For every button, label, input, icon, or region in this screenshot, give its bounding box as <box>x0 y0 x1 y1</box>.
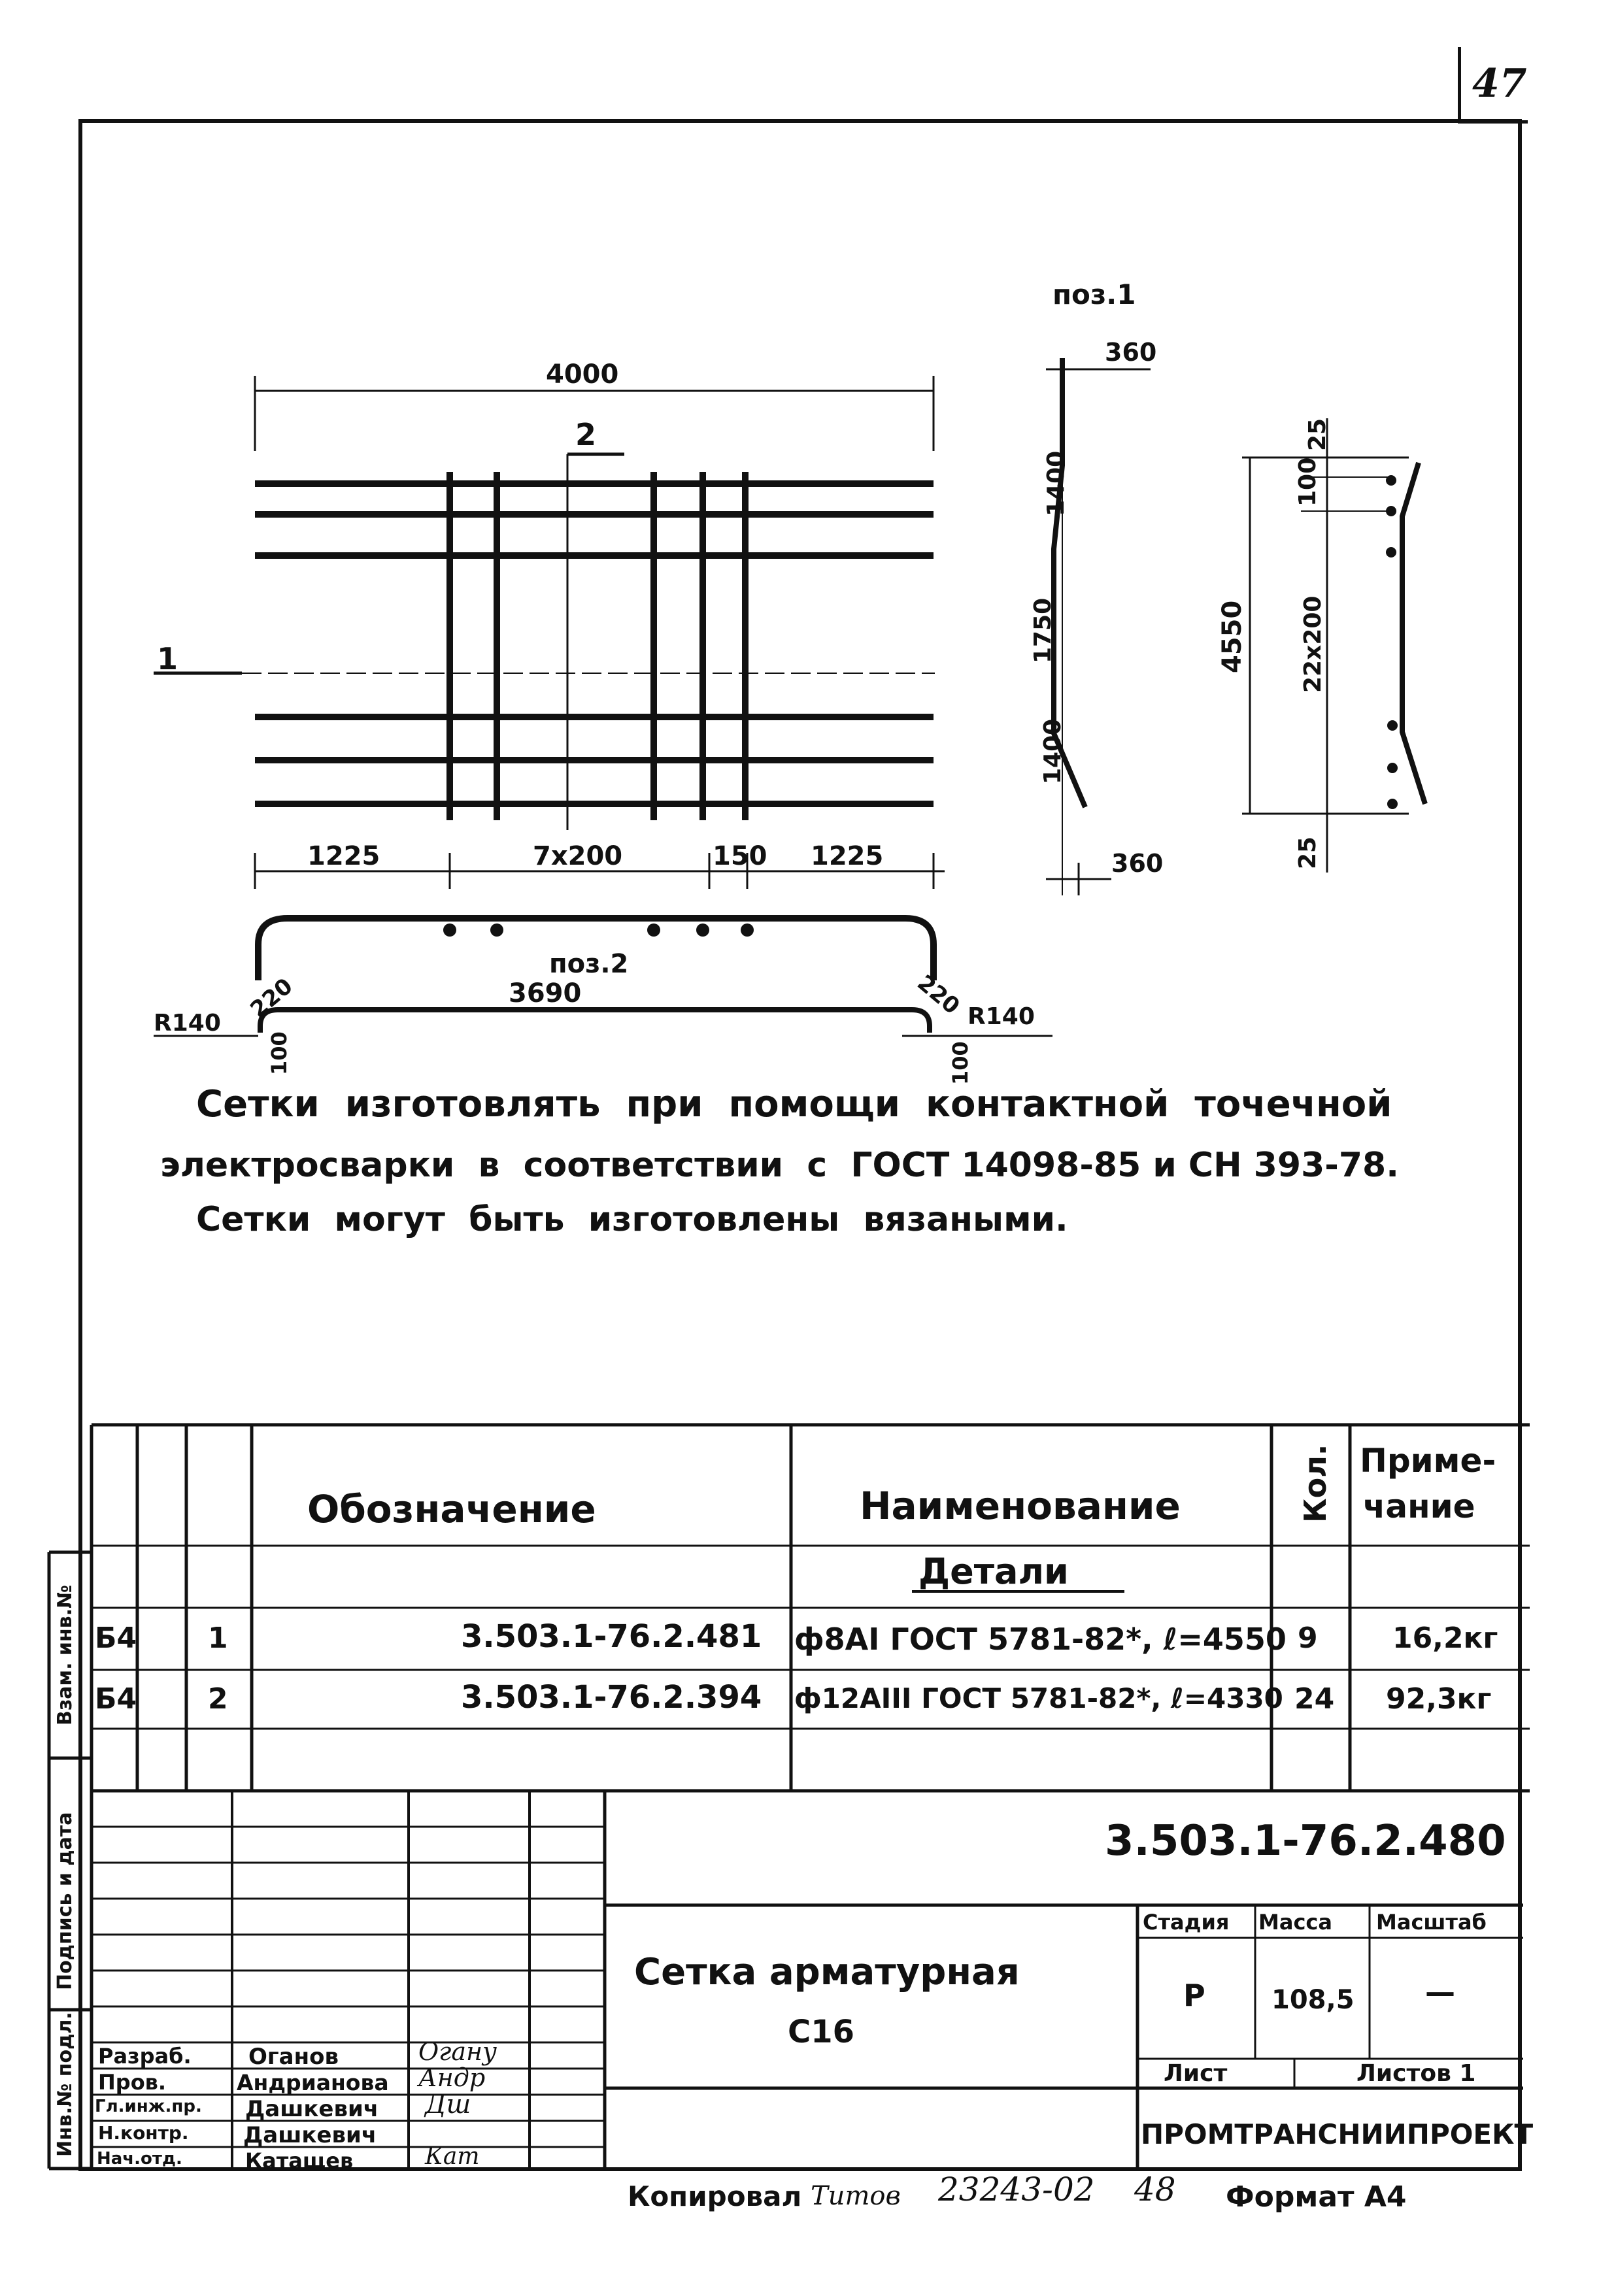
scale-value: — <box>1425 1974 1455 2010</box>
dim-right-overhang: 1225 <box>811 841 884 871</box>
pos2-radius-right: R140 <box>968 1003 1035 1030</box>
pos2-100-left: 100 <box>267 1031 292 1075</box>
role-2-name: Андрианова <box>237 2070 389 2095</box>
pos2-label: поз.2 <box>549 949 629 979</box>
stage-label: Стадия <box>1143 1910 1230 1935</box>
row-1-pos: 1 <box>208 1622 228 1655</box>
page-number: 47 <box>1472 61 1527 107</box>
footer-format: Формат А4 <box>1226 2180 1407 2214</box>
pos2-length: 3690 <box>509 978 582 1008</box>
pos1-seg-top: 1400 <box>1043 450 1069 516</box>
pos1-top-360: 360 <box>1105 338 1157 367</box>
note-line-3: Сетки могут быть изготовлены вязаными. <box>196 1200 1068 1239</box>
col-qty: Кол. <box>1298 1444 1333 1523</box>
role-5-signature: Кат <box>425 2143 480 2170</box>
title-line-1: Сетка арматурная <box>634 1951 1020 1993</box>
role-3-name: Дашкевич <box>245 2096 379 2122</box>
pos1-label: поз.1 <box>1052 278 1136 310</box>
role-5: Нач.отд. <box>97 2149 182 2169</box>
dim-spacing-150: 150 <box>713 841 767 871</box>
side-label-podpis: Подпись и дата <box>54 1812 76 1990</box>
role-4: Н.контр. <box>98 2122 189 2144</box>
scale-label: Масштаб <box>1376 1910 1487 1935</box>
doc-code: 3.503.1-76.2.480 <box>1105 1817 1506 1865</box>
note-line-1: Сетки изготовлять при помощи контактной точечной <box>196 1083 1392 1125</box>
organization: ПРОМТРАНСНИИПРОЕКТ <box>1141 2118 1534 2150</box>
footer-copied-signature: Титов <box>811 2181 901 2211</box>
col-designation: Обозначение <box>307 1487 596 1531</box>
pos1-seg-bot: 1400 <box>1039 718 1066 784</box>
pos2-220-left: 220 <box>245 973 298 1023</box>
row-1-qty: 9 <box>1298 1622 1318 1655</box>
row-2-note: 92,3кг <box>1386 1682 1492 1716</box>
row-2-pos: 2 <box>208 1682 228 1716</box>
pos2-220-right: 220 <box>912 969 965 1020</box>
role-5-name: Катащев <box>245 2148 354 2173</box>
dim-left-overhang: 1225 <box>307 841 380 871</box>
col-note-1: Приме- <box>1360 1442 1496 1480</box>
role-3: Гл.инж.пр. <box>95 2097 202 2116</box>
note-line-2: электросварки в соответствии с ГОСТ 14098-85 и СН 393-78. <box>160 1146 1399 1185</box>
row-2-qty: 24 <box>1294 1682 1335 1716</box>
sheet-label: Лист <box>1164 2060 1228 2087</box>
role-4-name: Дашкевич <box>243 2122 377 2148</box>
role-1-signature: Огану <box>418 2037 497 2066</box>
side-label-inv-podl: Инв.№ подл. <box>54 2012 76 2157</box>
dim-overall-length: 4000 <box>546 359 619 390</box>
right-25-top: 25 <box>1304 418 1331 451</box>
sheets-label: Листов 1 <box>1356 2060 1476 2087</box>
section-label-1: 1 <box>157 641 178 676</box>
row-1-name: ф8АI ГОСТ 5781-82*, ℓ=4550 <box>794 1622 1287 1657</box>
row-2-name: ф12АIII ГОСТ 5781-82*, ℓ=4330 <box>794 1682 1283 1714</box>
section-label-2: 2 <box>575 417 597 452</box>
section-title: Детали <box>918 1551 1069 1592</box>
stage-value: Р <box>1183 1978 1205 2013</box>
pos1-seg-mid: 1750 <box>1030 597 1056 663</box>
role-3-signature: Дш <box>425 2089 471 2120</box>
row-1-note: 16,2кг <box>1392 1622 1498 1655</box>
right-100: 100 <box>1294 457 1321 507</box>
role-1-name: Оганов <box>248 2044 339 2070</box>
footer-copied: Копировал <box>628 2180 802 2212</box>
col-name: Наименование <box>860 1484 1181 1528</box>
role-1: Разраб. <box>98 2044 192 2069</box>
right-22x200: 22x200 <box>1300 595 1326 693</box>
title-line-2: С16 <box>788 2014 855 2050</box>
pos1-bottom-360: 360 <box>1111 849 1164 878</box>
role-2: Пров. <box>98 2070 167 2095</box>
footer-num: 48 <box>1134 2171 1176 2208</box>
row-1-designation: 3.503.1-76.2.481 <box>461 1618 762 1655</box>
row-1-format: Б4 <box>95 1622 137 1655</box>
footer-order: 23243-02 <box>938 2171 1095 2208</box>
pos2-radius-left: R140 <box>154 1010 221 1037</box>
mass-label: Масса <box>1258 1910 1332 1935</box>
dim-bar-spacing: 7x200 <box>533 841 623 871</box>
pos2-100-right: 100 <box>948 1041 973 1085</box>
mass-value: 108,5 <box>1271 1985 1355 2015</box>
right-4550: 4550 <box>1217 600 1247 673</box>
side-label-vzam: Взам. инв.№ <box>54 1584 76 1725</box>
col-note-2: чание <box>1363 1488 1475 1525</box>
right-25-bot: 25 <box>1294 836 1321 869</box>
row-2-format: Б4 <box>95 1682 137 1716</box>
row-2-designation: 3.503.1-76.2.394 <box>461 1679 762 1716</box>
role-2-signature: Андр <box>418 2063 486 2092</box>
